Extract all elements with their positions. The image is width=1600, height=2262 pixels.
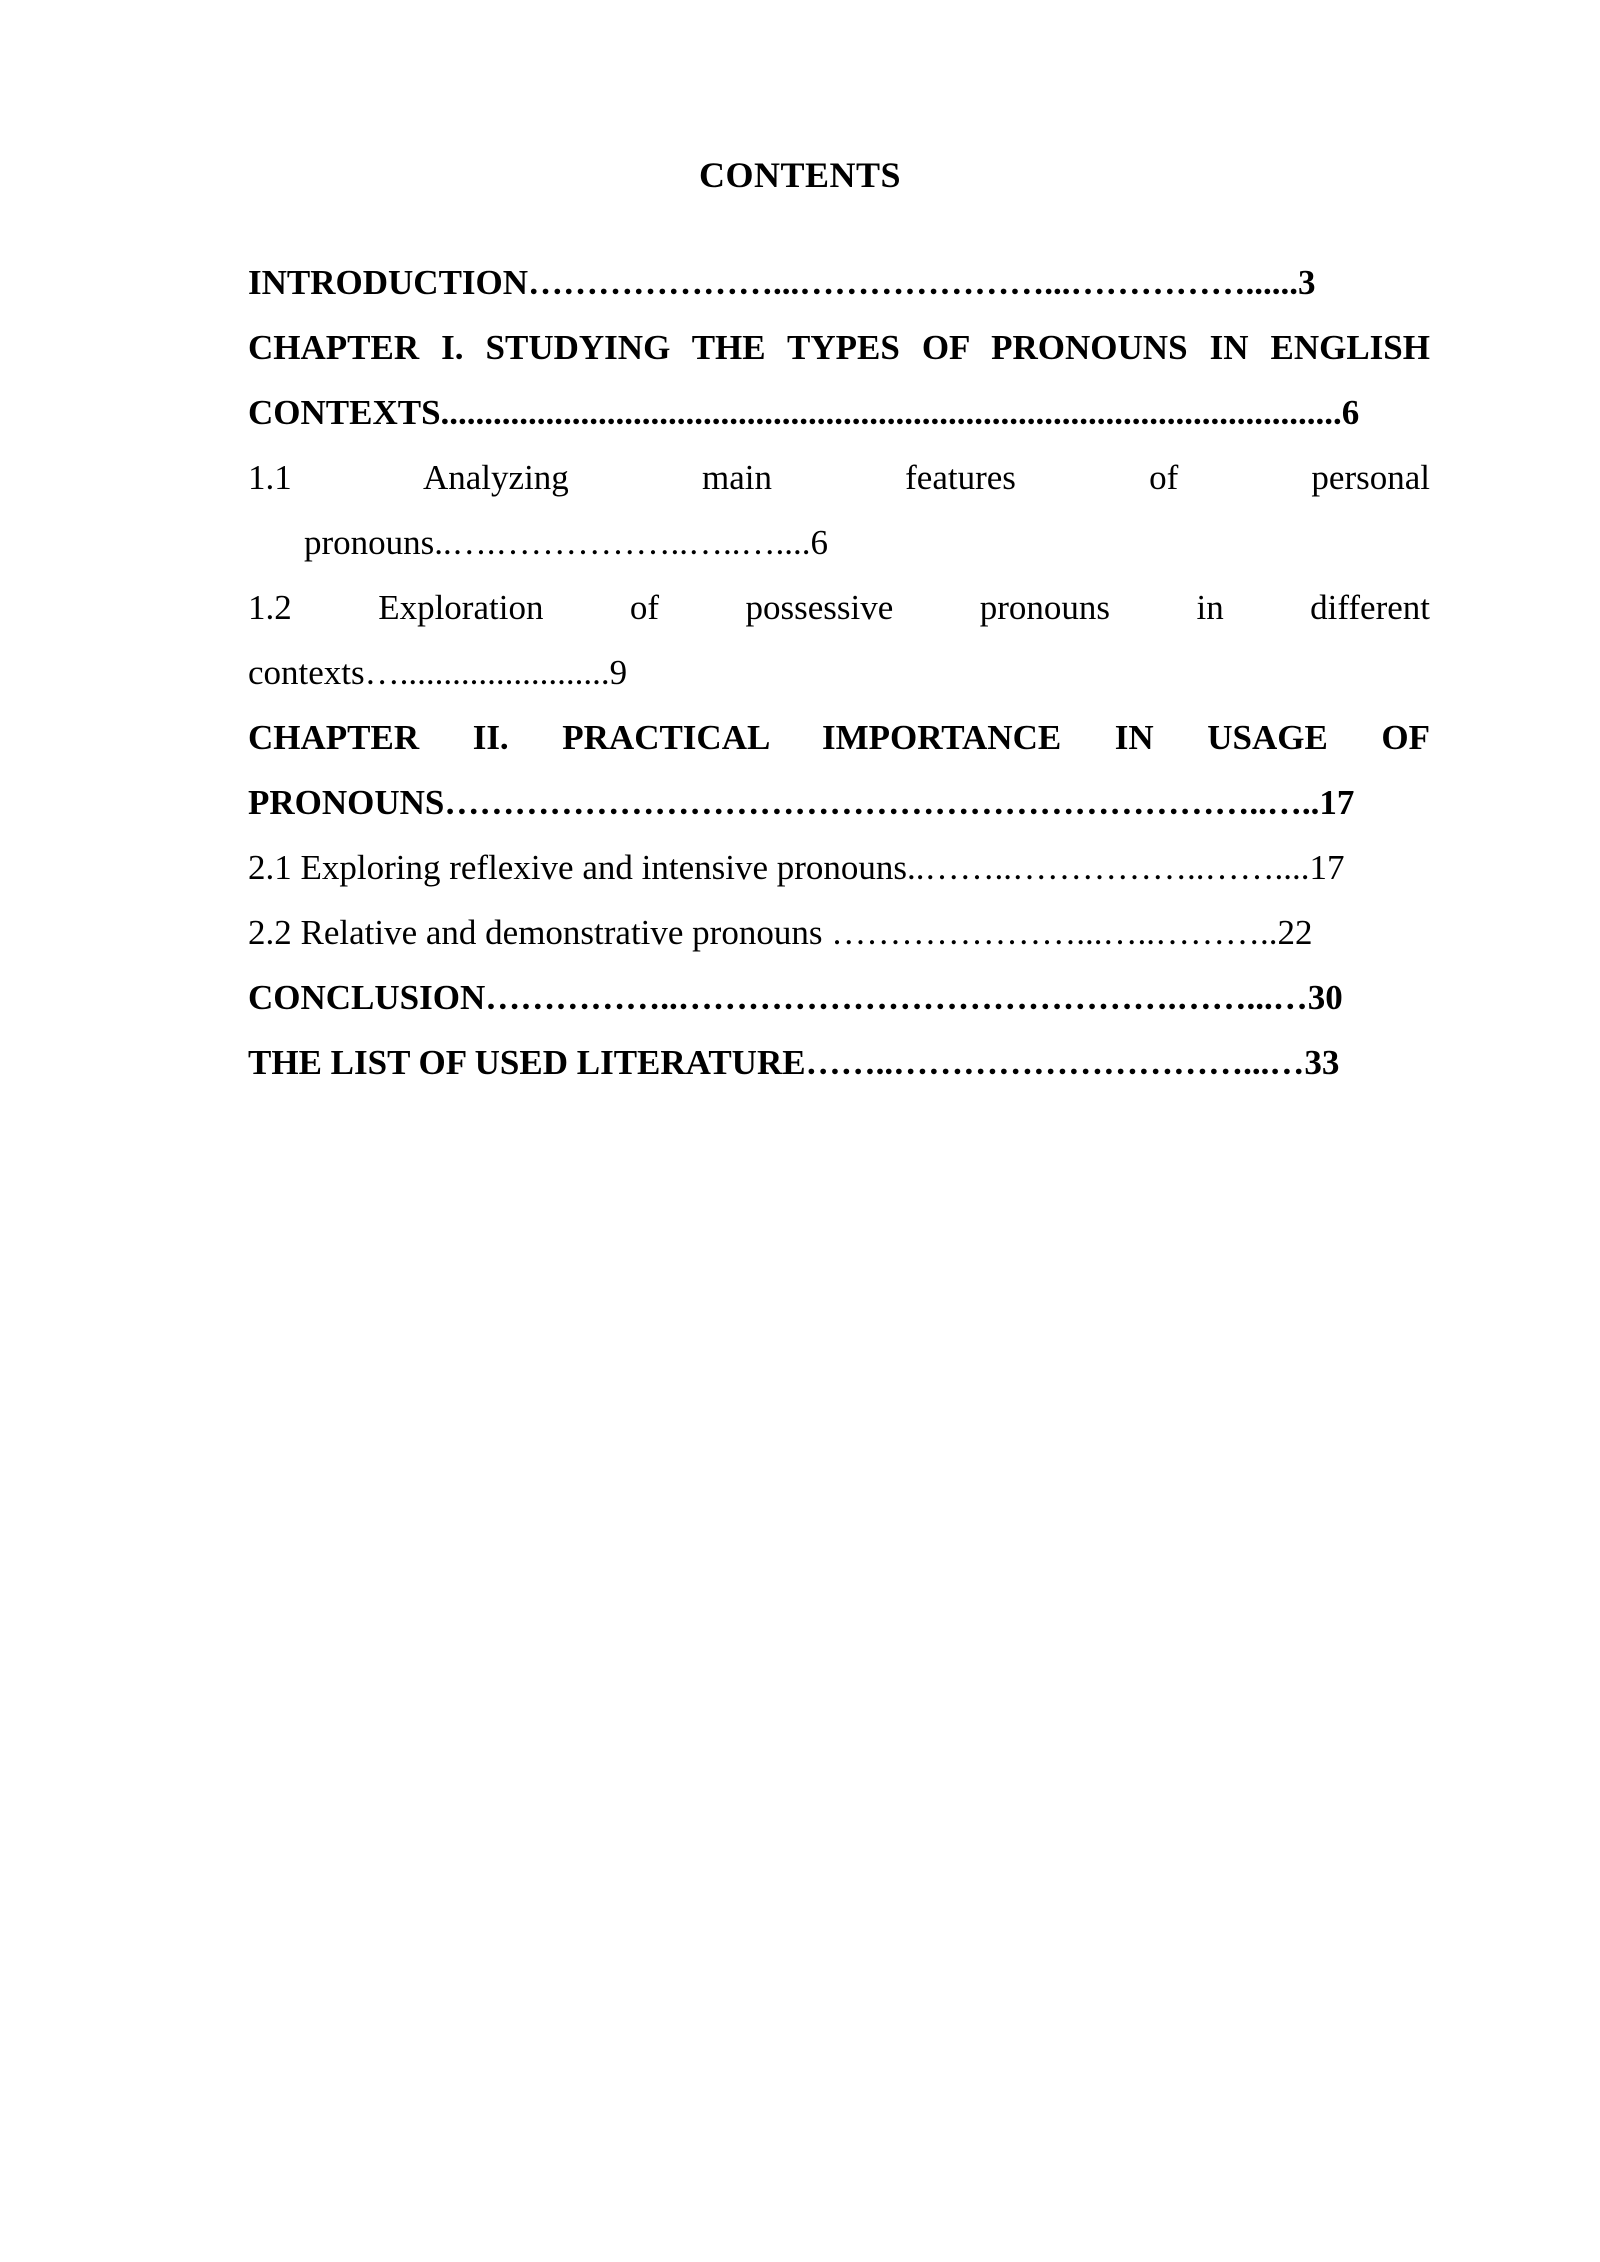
toc-entry-chapter-1 bbox=[248, 315, 1430, 380]
toc-entry-chapter-2-title: CHAPTER II. PRACTICAL IMPORTANCE IN USAGE OF bbox=[248, 718, 1430, 757]
toc-entry-section-1-2-title: 1.2 Exploration of possessive pronouns in different bbox=[248, 588, 1430, 627]
toc-entry-chapter-2 bbox=[248, 705, 1430, 770]
toc-entry-section-1-1 bbox=[248, 445, 1430, 510]
toc-entry-literature: THE LIST OF USED LITERATURE……..…………………………...…33 bbox=[248, 1043, 1340, 1082]
toc-entry-introduction: INTRODUCTION…………………...…………………...……………......3 bbox=[248, 263, 1316, 302]
toc-entry-section-1-2-continuation: contexts…........................9 bbox=[248, 653, 628, 692]
toc-entry-section-1-1-continuation: pronouns..….……………..…..…....6 bbox=[304, 523, 829, 562]
page-title: CONTENTS bbox=[698, 155, 902, 195]
table-of-contents bbox=[248, 250, 1430, 1095]
toc-entry-section-2-2: 2.2 Relative and demonstrative pronouns …………………...…..………..22 bbox=[248, 913, 1313, 952]
toc-entry-chapter-1-continuation: CONTEXTS.......................................................................................................6 bbox=[248, 393, 1360, 432]
toc-entry-chapter-2-continuation: PRONOUNS……………………………………………………………..…..17 bbox=[248, 783, 1355, 822]
toc-entry-section-1-2 bbox=[248, 575, 1430, 640]
toc-entry-conclusion: CONCLUSION……………..…………………………………….……...…30 bbox=[248, 978, 1343, 1017]
toc-entry-chapter-1-title: CHAPTER I. STUDYING THE TYPES OF PRONOUNS IN ENGLISH bbox=[248, 328, 1430, 367]
toc-entry-section-1-1-title: 1.1 Analyzing main features of personal bbox=[248, 458, 1430, 497]
toc-entry-section-2-1: 2.1 Exploring reflexive and intensive pronouns..……..……………..……....17 bbox=[248, 848, 1345, 887]
